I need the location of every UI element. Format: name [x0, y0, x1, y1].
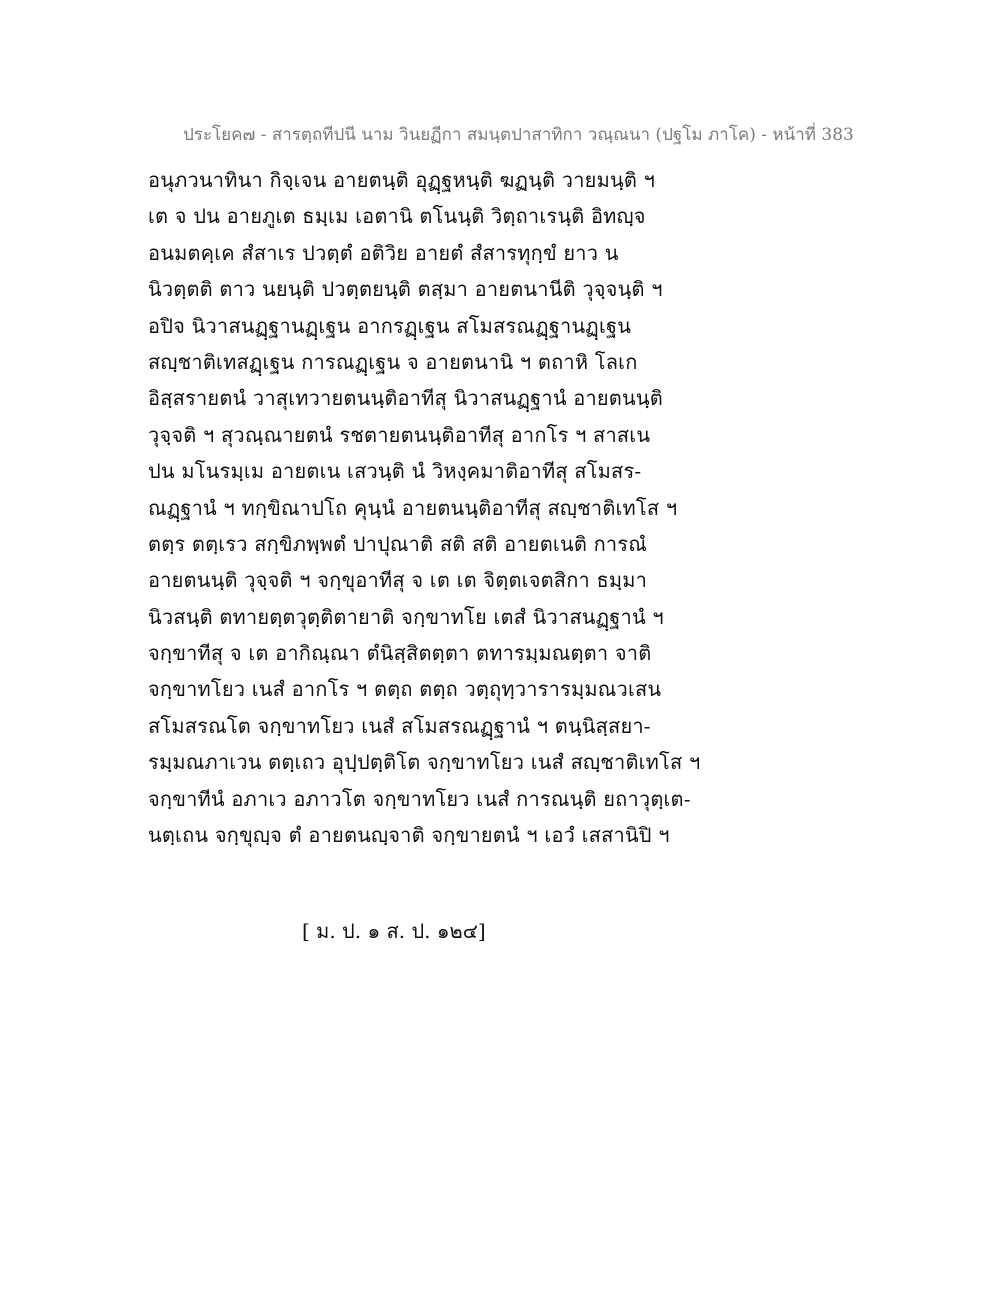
text-line: อนมตคฺเค สํสาเร ปวตฺตํ อติวิย อายตํ สํสารทุกฺขํ ยาว น: [148, 240, 619, 265]
text-line: วุจฺจติ ฯ สุวณฺณายตนํ รชตายตนนฺติอาทีสุ อากโร ฯ สาสเน: [148, 422, 651, 447]
text-line: จกฺขาทีนํ อภาเว อภาวโต จกฺขาทโยว เนสํ การณนฺติ ยถาวุตฺเต-: [148, 786, 691, 811]
text-line: อปิจ นิวาสนฏฺฐานฏฺเฐน อากรฏฺเฐน สโมสรณฏฺฐานฏฺเฐน: [148, 313, 632, 338]
text-line: ปน มโนรมฺเม อายตเน เสวนฺติ นํ วิหงฺคมาติอาทีสุ สโมสร-: [148, 459, 642, 484]
text-line: ณฏฺฐานํ ฯ ทกฺขิณาปโถ คุนฺนํ อายตนนฺติอาทีสุ สญฺชาติเทโส ฯ: [148, 495, 678, 520]
text-line: เต จ ปน อายภูเต ธมฺเม เอตานิ ตโนนฺติ วิตฺถาเรนฺติ อิทญฺจ: [148, 204, 646, 229]
body-text: [148, 162, 868, 853]
text-line: อิสฺสรายตนํ วาสุเทวายตนนฺติอาทีสุ นิวาสนฏฺฐานํ อายตนนฺติ: [148, 386, 663, 411]
text-line: นิวสนฺติ ตทายตฺตวุตฺติตายาติ จกฺขาทโย เตสํ นิวาสนฏฺฐานํ ฯ: [148, 604, 664, 629]
text-line: อายตนนฺติ วุจฺจติ ฯ จกฺขุอาทีสุ จ เต เต จิตฺตเจตสิกา ธมฺมา: [148, 568, 648, 593]
text-line: จกฺขาทโยว เนสํ อากโร ฯ ตตฺถ ตตฺถ วตฺถุทฺวารารมฺมณวเสน: [148, 677, 662, 702]
text-line: สญฺชาติเทสฏฺเฐน การณฏฺเฐน จ อายตนานิ ฯ ตถาหิ โลเก: [148, 349, 638, 374]
text-line: สโมสรณโต จกฺขาทโยว เนสํ สโมสรณฏฺฐานํ ฯ ตนฺนิสฺสยา-: [148, 713, 651, 738]
text-line: รมฺมณภาเวน ตตฺเถว อุปฺปตฺติโต จกฺขาทโยว เนสํ สญฺชาติเทโส ฯ: [148, 750, 701, 775]
text-line: นิวตฺตติ ตาว นยนฺติ ปวตฺตยนฺติ ตสฺมา อายตนานีติ วุจฺจนฺติ ฯ: [148, 277, 663, 302]
running-header: ประโยค๗ - สารตฺถทีปนี นาม วินยฏีกา สมนฺตปาสาทิกา วณฺณนา (ปฐโม ภาโค) - หน้าที่ 383: [183, 125, 854, 145]
citation-reference: [ ม. ป. ๑ ส. ป. ๑๒๔]: [302, 919, 486, 943]
text-line: ตตฺร ตตฺเรว สกฺขิภพฺพตํ ปาปุณาติ สติ สติ อายตเนติ การณํ: [148, 531, 648, 556]
text-line: อนุภวนาทินา กิจฺเจน อายตนฺติ อุฏฺฐหนฺติ ฆฏนฺติ วายมนฺติ ฯ: [148, 168, 655, 192]
text-line: จกฺขาทีสุ จ เต อากิณฺณา ตํนิสฺสิตตฺตา ตทารมฺมณตฺตา จาติ: [148, 641, 652, 666]
text-line: นตฺเถน จกฺขุญฺจ ตํ อายตนญฺจาติ จกฺขายตนํ ฯ เอวํ เสสานิปิ ฯ: [148, 823, 670, 848]
